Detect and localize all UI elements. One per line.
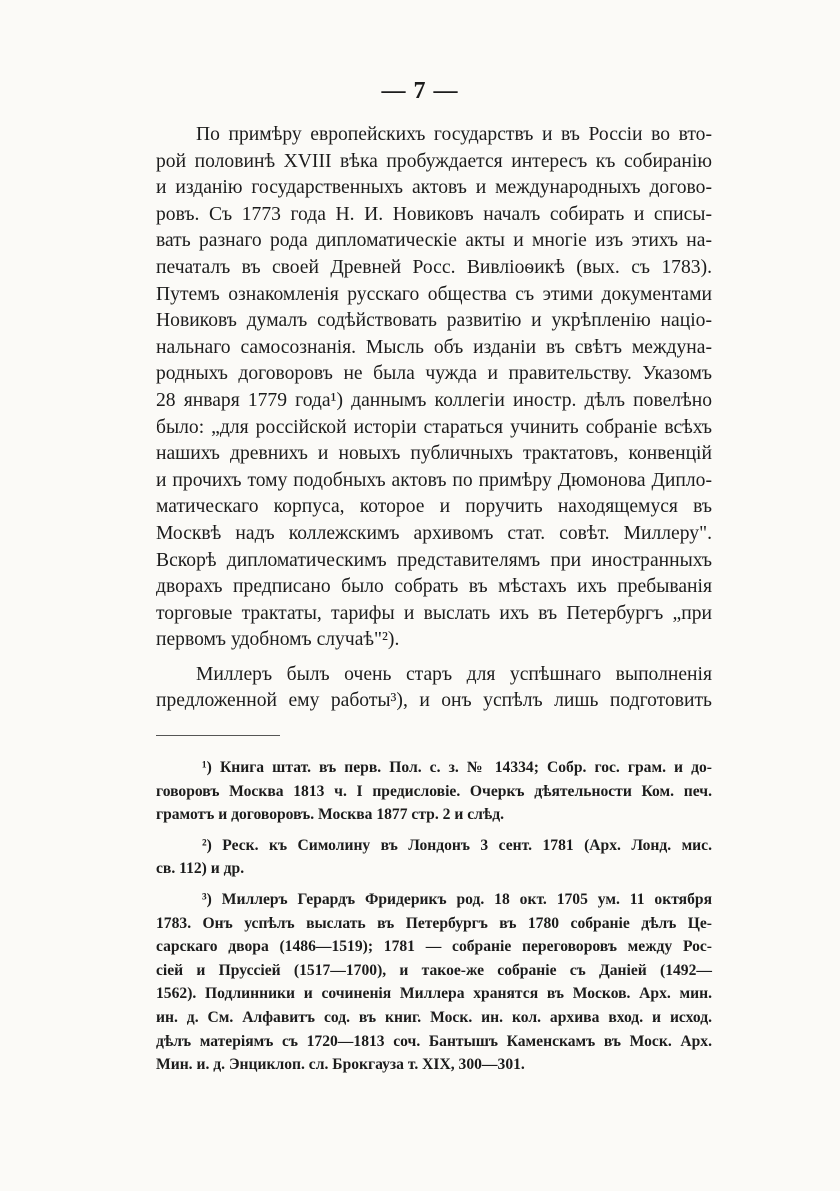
footnote-line: ²) Реск. къ Симолину въ Лондонъ 3 сент. 1781 (Арх. Лонд. мис. <box>202 836 712 854</box>
footnote-line: 1783. Онъ успѣлъ выслать въ Петербургъ въ 1780 собраніе дѣлъ Це- <box>156 914 712 932</box>
footnote-line: дѣлъ матеріямъ съ 1720—1813 соч. Бантышъ Каменскамъ въ Моск. Арх. <box>156 1032 712 1050</box>
text-line: Миллеръ былъ очень старъ для успѣшнаго выполненія <box>196 663 712 685</box>
footnote-line: сарскаго двора (1486—1519); 1781 — собраніе переговоровъ между Рос- <box>156 938 712 956</box>
footnote-line: ¹) Книга штат. въ перв. Пол. с. з. № 14334; Собр. гос. грам. и до- <box>202 759 712 776</box>
footnote-line: Мин. и. д. Энциклоп. сл. Брокгауза т. XIX, 300—301. <box>156 1056 525 1074</box>
footnote-1 <box>156 756 712 827</box>
text-line: и изданію государственныхъ актовъ и международныхъ догово- <box>156 177 712 199</box>
text-line: Новиковъ думалъ содѣйствовать развитію и укрѣпленію націо- <box>156 310 712 332</box>
text-line: родныхъ договоровъ не была чужда и правительству. Указомъ <box>156 363 712 385</box>
main-text <box>156 122 712 715</box>
footnote-line: говоровъ Москва 1813 ч. I предисловіе. Очеркъ дѣятельности Ком. печ. <box>156 782 712 800</box>
footnote-line: 1562). Подлинники и сочиненія Миллера хранятся въ Москов. Арх. мин. <box>156 985 712 1003</box>
text-line: печаталъ въ своей Древней Росс. Вивліоѳикѣ (вых. съ 1783). <box>156 256 712 278</box>
footnote-line: грамотъ и договоровъ. Москва 1877 стр. 2 и слѣд. <box>156 806 505 824</box>
text-line: торговые трактаты, тарифы и выслать ихъ въ Петербургъ „при <box>156 602 712 624</box>
footnote-line: св. 112) и др. <box>156 860 245 878</box>
text-line: Вскорѣ дипломатическимъ представителямъ при иностранныхъ <box>156 549 712 571</box>
text-line: вать разнаго рода дипломатическіе акты и многіе изъ этихъ на- <box>156 230 712 252</box>
text-line: и прочихъ тому подобныхъ актовъ по примѣру Дюмонова Дипло- <box>156 469 712 491</box>
footnote-line: ³) Миллеръ Герардъ Фридерикъ род. 18 окт. 1705 ум. 11 октября <box>202 890 712 908</box>
text-line: рой половинѣ XVIII вѣка пробуждается интересъ къ собиранію <box>156 150 712 172</box>
footnote-line: сіей и Пруссіей (1517—1700), и такое-же собраніе съ Даніей (1492— <box>156 961 712 979</box>
footnotes <box>156 756 712 1084</box>
footnote-line: ин. д. См. Алфавитъ сод. въ книг. Моск. ин. кол. архива вход. и исход. <box>156 1008 712 1026</box>
text-line: нашихъ древнихъ и новыхъ публичныхъ трактатовъ, конвенцій <box>156 443 712 465</box>
footnote-separator <box>156 735 280 736</box>
text-line: 28 января 1779 года¹) даннымъ коллегіи иностр. дѣлъ повелѣно <box>156 389 712 411</box>
footnote-2 <box>156 834 712 881</box>
text-line: ровъ. Съ 1773 года Н. И. Новиковъ началъ собирать и списы- <box>156 203 712 225</box>
text-line: было: „для россійской исторіи стараться учинить собраніе всѣхъ <box>156 416 712 438</box>
text-line: первомъ удобномъ случаѣ"²). <box>156 629 400 651</box>
text-line: предложенной ему работы³), и онъ успѣлъ лишь подготовить <box>156 690 712 712</box>
text-line: Путемъ ознакомленія русскаго общества съ этими документами <box>156 283 712 305</box>
paragraph-2 <box>156 662 712 715</box>
text-line: матическаго корпуса, которое и поручить находящемуся въ <box>156 496 712 518</box>
paragraph-1 <box>156 122 712 654</box>
text-line: нальнаго самосознанія. Мысль объ изданіи въ свѣтъ междуна- <box>156 336 712 358</box>
page-number: — 7 — <box>381 78 459 104</box>
text-line: Москвѣ надъ коллежскимъ архивомъ стат. совѣт. Миллеру". <box>156 522 712 544</box>
footnote-3 <box>156 888 712 1077</box>
text-line: По примѣру европейскихъ государствъ и въ Россіи во вто- <box>196 124 712 145</box>
text-line: дворахъ предписано было собрать въ мѣстахъ ихъ пребыванія <box>156 576 712 598</box>
